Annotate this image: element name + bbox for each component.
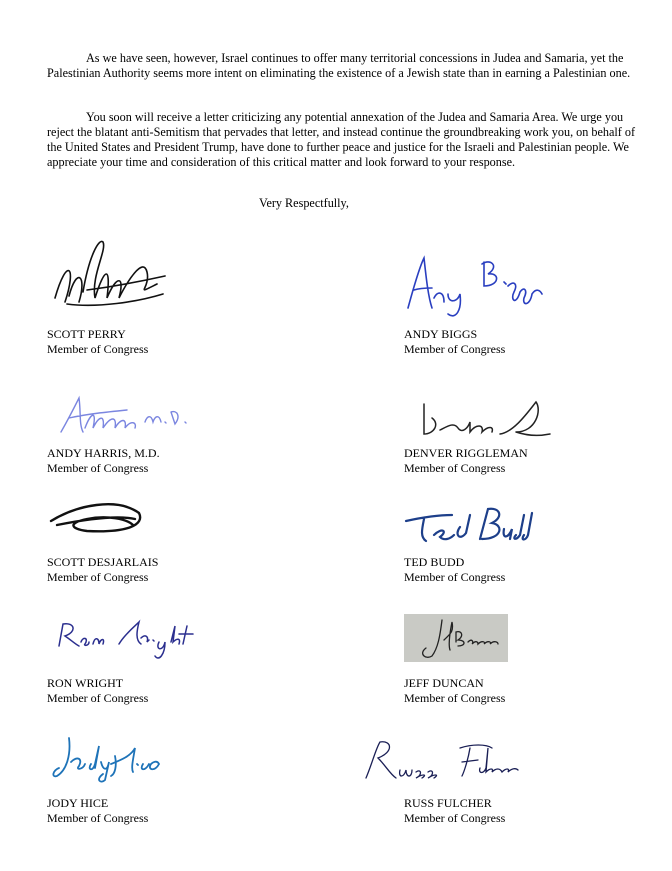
- signature-russ-fulcher: [362, 734, 522, 784]
- signature-block-jody-hice: [47, 734, 247, 829]
- signature-andy-harris: [57, 392, 207, 442]
- signatory-name: SCOTT DESJARLAIS: [47, 555, 159, 569]
- signatory-name: TED BUDD: [404, 555, 465, 569]
- signatory-name: JODY HICE: [47, 796, 109, 810]
- signature-block-andy-biggs: [404, 236, 604, 356]
- signatory-title: Member of Congress: [47, 691, 149, 705]
- signature-scott-desjarlais: [47, 495, 157, 545]
- signature-block-ted-budd: [404, 495, 604, 585]
- signatory-title: Member of Congress: [47, 342, 149, 356]
- signatory-name: RUSS FULCHER: [404, 796, 492, 810]
- signature-andy-biggs: [404, 236, 554, 316]
- signature-block-ron-wright: [47, 612, 247, 707]
- signatory-name: ANDY BIGGS: [404, 327, 478, 341]
- signature-jody-hice: [51, 734, 161, 784]
- signature-block-jeff-duncan: [404, 612, 604, 707]
- signature-block-andy-harris: [47, 392, 247, 475]
- signatory-name: DENVER RIGGLEMAN: [404, 446, 528, 460]
- signature-ted-budd: [404, 495, 534, 545]
- signatory-title: Member of Congress: [404, 691, 506, 705]
- paragraph-request: You soon will receive a letter criticizing any potential annexation of the Judea and Samaria Area. We urge you reject the blatant anti-Semitism that pervades that letter, and instead continue the groundbreaking work you, on behalf of the United States and President Trump, have done to further peace and justice for the Israeli and Palestinian people. We appreciate your time and consideration of this critical matter and look forward to your response.: [47, 110, 636, 169]
- signatory-title: Member of Congress: [47, 461, 149, 475]
- signature-denver-riggleman: [404, 392, 554, 442]
- signatory-title: Member of Congress: [404, 570, 506, 584]
- signature-ron-wright: [55, 612, 205, 662]
- signatory-name: JEFF DUNCAN: [404, 676, 484, 690]
- signatory-name: SCOTT PERRY: [47, 327, 126, 341]
- signatory-title: Member of Congress: [47, 570, 149, 584]
- signature-jeff-duncan: [404, 614, 509, 664]
- signature-block-scott-desjarlais: [47, 495, 247, 585]
- signatory-title: Member of Congress: [404, 461, 506, 475]
- paragraph-concessions: As we have seen, however, Israel continues to offer many territorial concessions in Judea and Samaria, yet the Palestinian Authority seems more intent on eliminating the existence of a Jewish state than in earning a Palestinian one.: [47, 51, 631, 80]
- signatory-title: Member of Congress: [404, 811, 506, 825]
- signature-block-russ-fulcher: [404, 734, 604, 829]
- signatory-name: ANDY HARRIS, M.D.: [47, 446, 160, 460]
- signature-scott-perry: [47, 236, 177, 316]
- signatory-title: Member of Congress: [404, 342, 506, 356]
- signature-block-denver-riggleman: [404, 392, 604, 475]
- signatory-name: RON WRIGHT: [47, 676, 124, 690]
- closing-salutation: Very Respectfully,: [259, 196, 349, 210]
- signature-block-scott-perry: [47, 236, 227, 356]
- signatory-title: Member of Congress: [47, 811, 149, 825]
